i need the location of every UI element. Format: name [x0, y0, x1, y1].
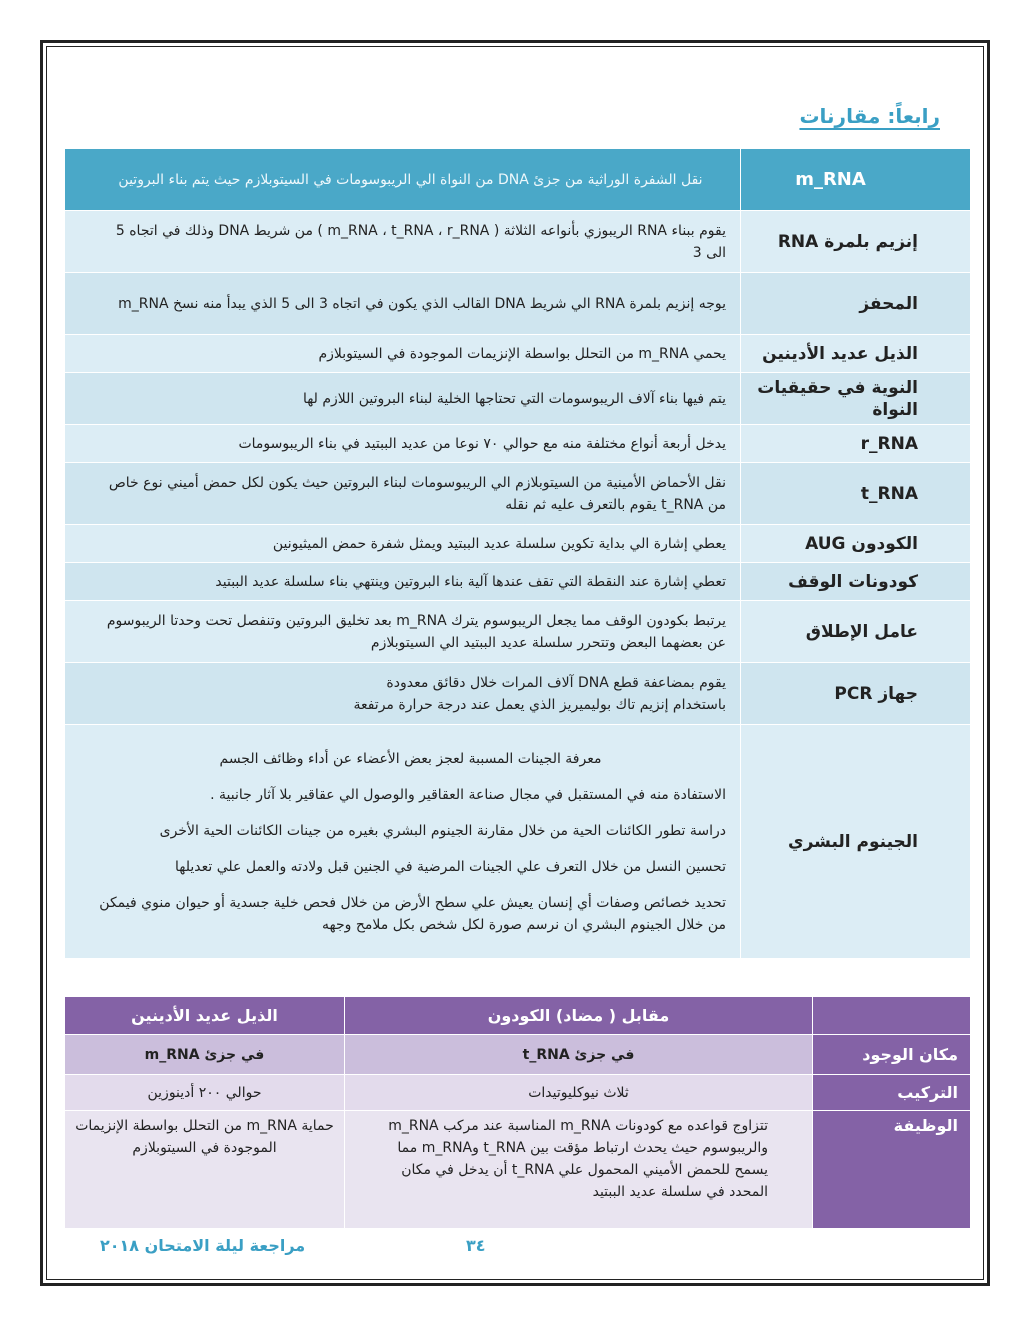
table-row [65, 273, 971, 335]
table-row [65, 663, 971, 725]
table-row [65, 1111, 971, 1229]
description-cell: يقوم ببناء RNA الريبوزي بأنواعه الثلاثة ( m_RNA ، t_RNA ، r_RNA ) من شريط DNA وذلك في اتجاه 5 الى 3 [65, 211, 741, 273]
description-line: باستخدام إنزيم تاك بوليميريز الذي يعمل عند درجة حرارة مرتفعة [353, 696, 726, 713]
tail-cell: حوالي ٢٠٠ أدينوزين [65, 1075, 345, 1111]
table-row [65, 373, 971, 425]
table-row [65, 525, 971, 563]
description-line: تحديد خصائص وصفات أي إنسان يعيش علي سطح الأرض من خلال فحص خلية جسدية أو حيوان منوي فيمكن من خلال الجينوم البشري ان نرسم صورة لكل شخص بكل ملامح وجهه [99, 894, 726, 933]
table-row [65, 463, 971, 525]
term-cell: الكودون AUG [741, 525, 971, 563]
description-cell: يتم فيها بناء آلاف الريبوسومات التي تحتاجها الخلية لبناء البروتين اللازم لها [65, 373, 741, 425]
description-line: معرفة الجينات المسببة لعجز بعض الأعضاء عن أداء وظائف الجسم [219, 750, 602, 767]
term-cell: الجينوم البشري [741, 725, 971, 959]
table-row [65, 563, 971, 601]
page-number: ٣٤ [466, 1236, 486, 1255]
term-cell: عامل الإطلاق [741, 601, 971, 663]
tail-cell: في جزئ m_RNA [65, 1035, 345, 1075]
description-cell: يعطي إشارة الي بداية تكوين سلسلة عديد الببتيد ويمثل شفرة حمض الميثيونين [65, 525, 741, 563]
term-cell: كودونات الوقف [741, 563, 971, 601]
table-row [65, 1035, 971, 1075]
description-cell: يحمي m_RNA من التحلل بواسطة الإنزيمات الموجودة في السيتوبلازم [65, 335, 741, 373]
description-cell: تعطي إشارة عند النقطة التي تقف عندها آلية بناء البروتين وينتهي بناء سلسلة عديد الببتيد [65, 563, 741, 601]
header-anticodon: مقابل ( مضاد) الكودون [345, 997, 813, 1035]
anticodon-cell: في جزئ t_RNA [345, 1035, 813, 1075]
description-cell [65, 725, 741, 959]
description-line: يقوم بمضاعفة قطع DNA آلاف المرات خلال دقائق معدودة [386, 674, 726, 691]
table-header-row [65, 997, 971, 1035]
term-cell: إنزيم بلمرة RNA [741, 211, 971, 273]
section-title: رابعاً: مقارنات [799, 104, 940, 128]
term-cell: m_RNA [741, 149, 971, 211]
term-cell: t_RNA [741, 463, 971, 525]
term-cell: المحفز [741, 273, 971, 335]
footer-title: مراجعة ليلة الامتحان ٢٠١٨ [100, 1236, 306, 1255]
description-cell: يوجه إنزيم بلمرة RNA الي شريط DNA القالب الذي يكون في اتجاه 3 الى 5 الذي يبدأ منه نسخ m_RNA [65, 273, 741, 335]
description-cell: نقل الأحماض الأمينية من السيتوبلازم الي الريبوسومات لبناء البروتين حيث يكون لكل حمض أميني نوع خاص من t_RNA يقوم بالتعرف عليه ثم نقله [65, 463, 741, 525]
header-poly-a-tail: الذيل عديد الأدينين [65, 997, 345, 1035]
table-row [65, 335, 971, 373]
anticodon-cell: تتزاوج قواعده مع كودونات m_RNA المناسبة عند مركب m_RNA والريبوسوم حيث يحدث ارتباط مؤقت بين t_RNA وm_RNA مما يسمح للحمض الأميني المحمول علي t_RNA أن يدخل في مكان المحدد في سلسلة عديد الببتيد [345, 1111, 813, 1229]
table-row [65, 725, 971, 959]
description-cell [65, 663, 741, 725]
term-cell: r_RNA [741, 425, 971, 463]
term-cell: الذيل عديد الأدينين [741, 335, 971, 373]
description-line: تحسين النسل من خلال التعرف علي الجينات المرضية في الجنين قبل ولادته والعمل علي تعديلها [175, 858, 726, 875]
table-row [65, 211, 971, 273]
row-label: الوظيفة [813, 1111, 971, 1229]
row-label: التركيب [813, 1075, 971, 1111]
term-cell: جهاز PCR [741, 663, 971, 725]
table-row [65, 1075, 971, 1111]
header-label-cell [813, 997, 971, 1035]
tail-cell: حماية m_RNA من التحلل بواسطة الإنزيمات الموجودة في السيتوبلازم [65, 1111, 345, 1229]
description-cell: يرتبط بكودون الوقف مما يجعل الريبوسوم يترك m_RNA بعد تخليق البروتين وتنفصل تحت وحدتا الريبوسوم عن بعضهما البعض وتتحرر سلسلة عديد الببتيد الي السيتوبلازم [65, 601, 741, 663]
table-row [65, 601, 971, 663]
description-line: دراسة تطور الكائنات الحية من خلال مقارنة الجينوم البشري بغيره من جينات الكائنات الحية الأخرى [159, 822, 726, 839]
description-line: الاستفادة منه في المستقبل في مجال صناعة العقاقير والوصول الي عقاقير بلا آثار جانبية . [210, 786, 726, 803]
description-cell: نقل الشفرة الوراثية من جزئ DNA من النواة الي الريبوسومات في السيتوبلازم حيث يتم بناء البروتين [65, 149, 741, 211]
comparison-table-anticodon-vs-tail [64, 996, 971, 1229]
anticodon-cell: ثلاث نيوكليوتيدات [345, 1075, 813, 1111]
term-cell: النوية في حقيقيات النواة [741, 373, 971, 425]
description-cell: يدخل أربعة أنواع مختلفة منه مع حوالي ٧٠ نوعا من عديد الببتيد في بناء الريبوسومات [65, 425, 741, 463]
table-row [65, 149, 971, 211]
table-row [65, 425, 971, 463]
row-label: مكان الوجود [813, 1035, 971, 1075]
comparison-table-definitions [64, 148, 971, 959]
